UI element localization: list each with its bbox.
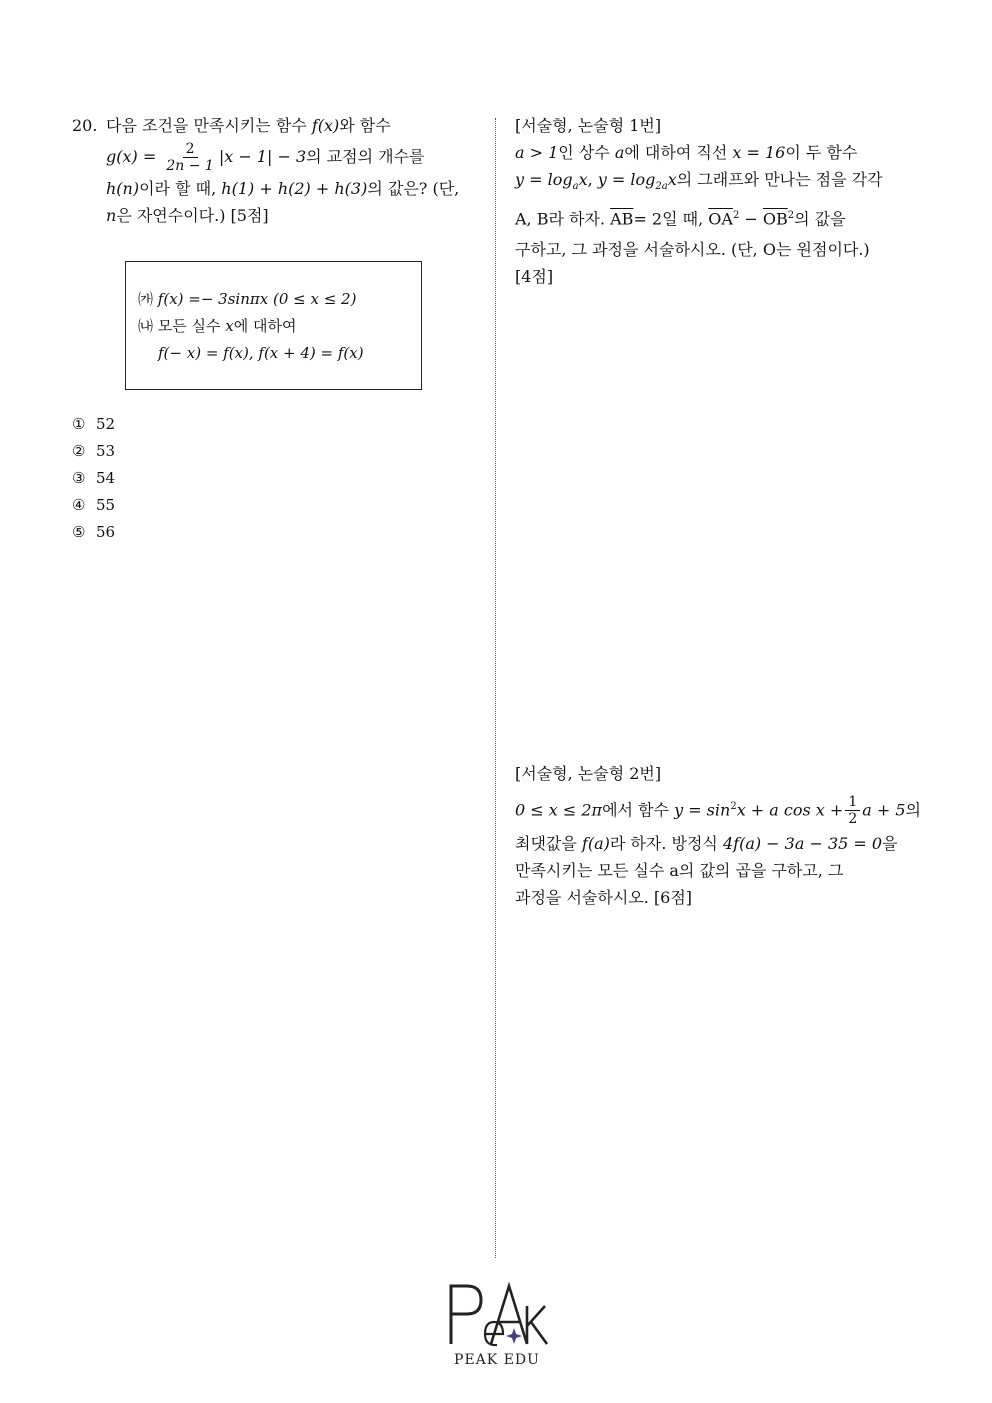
choice-4[interactable]: ④ 55 [72,496,116,514]
essay-question-2 [515,760,925,911]
fraction: $\frac{1}{2}$ [845,794,860,827]
essay2-header: [서술형, 논술형 2번] [515,764,662,783]
essay1-line-4: 구하고, 그 과정을 서술하시오. (단, O는 원점이다.) [515,239,870,259]
choice-2[interactable]: ② 53 [72,442,116,460]
condition-na-equation: f(− x) = f(x), f(x + 4) = f(x) [158,344,364,362]
essay-question-1 [515,112,925,290]
q20-line-4: n은 자연수이다.) [5점] [106,206,269,225]
essay2-line-3: 만족시키는 모든 실수 a의 값의 곱을 구하고, 그 [515,861,844,881]
condition-box [125,261,422,390]
q20-line-2: g(x) = $\frac{2}{2n - 1}$ |x − 1| − 3의 교점의 개수를 [106,141,425,174]
q20-line-3: h(n)이라 할 때, h(1) + h(2) + h(3)의 값은? (단, [106,179,460,198]
essay2-line-1: 0 ≤ x ≤ 2π에서 함수 $y = \sin^2x + a$ cos x + $\frac{1}{2}$ a + 5의 [515,794,922,828]
choice-5[interactable]: ⑤ 56 [72,523,116,541]
essay1-points: [4점] [515,266,554,286]
question-number: 20. [72,116,98,135]
choice-1[interactable]: ① 52 [72,415,116,433]
peak-logo-mark [441,1278,553,1350]
essay1-line-1: a > 1인 상수 a에 대하여 직선 x = 16이 두 함수 [515,143,858,162]
logo-text: PEAK EDU [454,1352,540,1368]
q20-line-1: 20. 다음 조건을 만족시키는 함수 f(x)와 함수 [72,112,472,139]
condition-ga: ㈎ f(x) =− 3sinπx (0 ≤ x ≤ 2) [138,290,357,308]
essay1-header: [서술형, 논술형 1번] [515,116,662,135]
peak-edu-logo [441,1278,553,1373]
choice-3[interactable]: ③ 54 [72,469,116,487]
answer-choices [72,411,115,546]
question-20 [72,112,472,229]
essay2-line-4: 과정을 서술하시오. [6점] [515,888,693,908]
fraction: $\frac{2}{2n - 1}$ [166,141,214,174]
column-divider [495,118,496,1258]
condition-na: ㈏ 모든 실수 x에 대하여 [138,317,297,335]
essay2-line-2: 최댓값을 f(a)라 하자. 방정식 4f(a) − 3a − 35 = 0을 [515,834,898,854]
essay1-line-2: $y = \log_ax$, $y = \log_{2a}x$의 그래프와 만나는 점을 각각 [515,170,883,193]
essay1-line-3: A, B라 하자. $\overline{AB}= 2$일 때, $\overline{OA}^2 - \overline{OB}^2$의 값을 [515,209,846,229]
